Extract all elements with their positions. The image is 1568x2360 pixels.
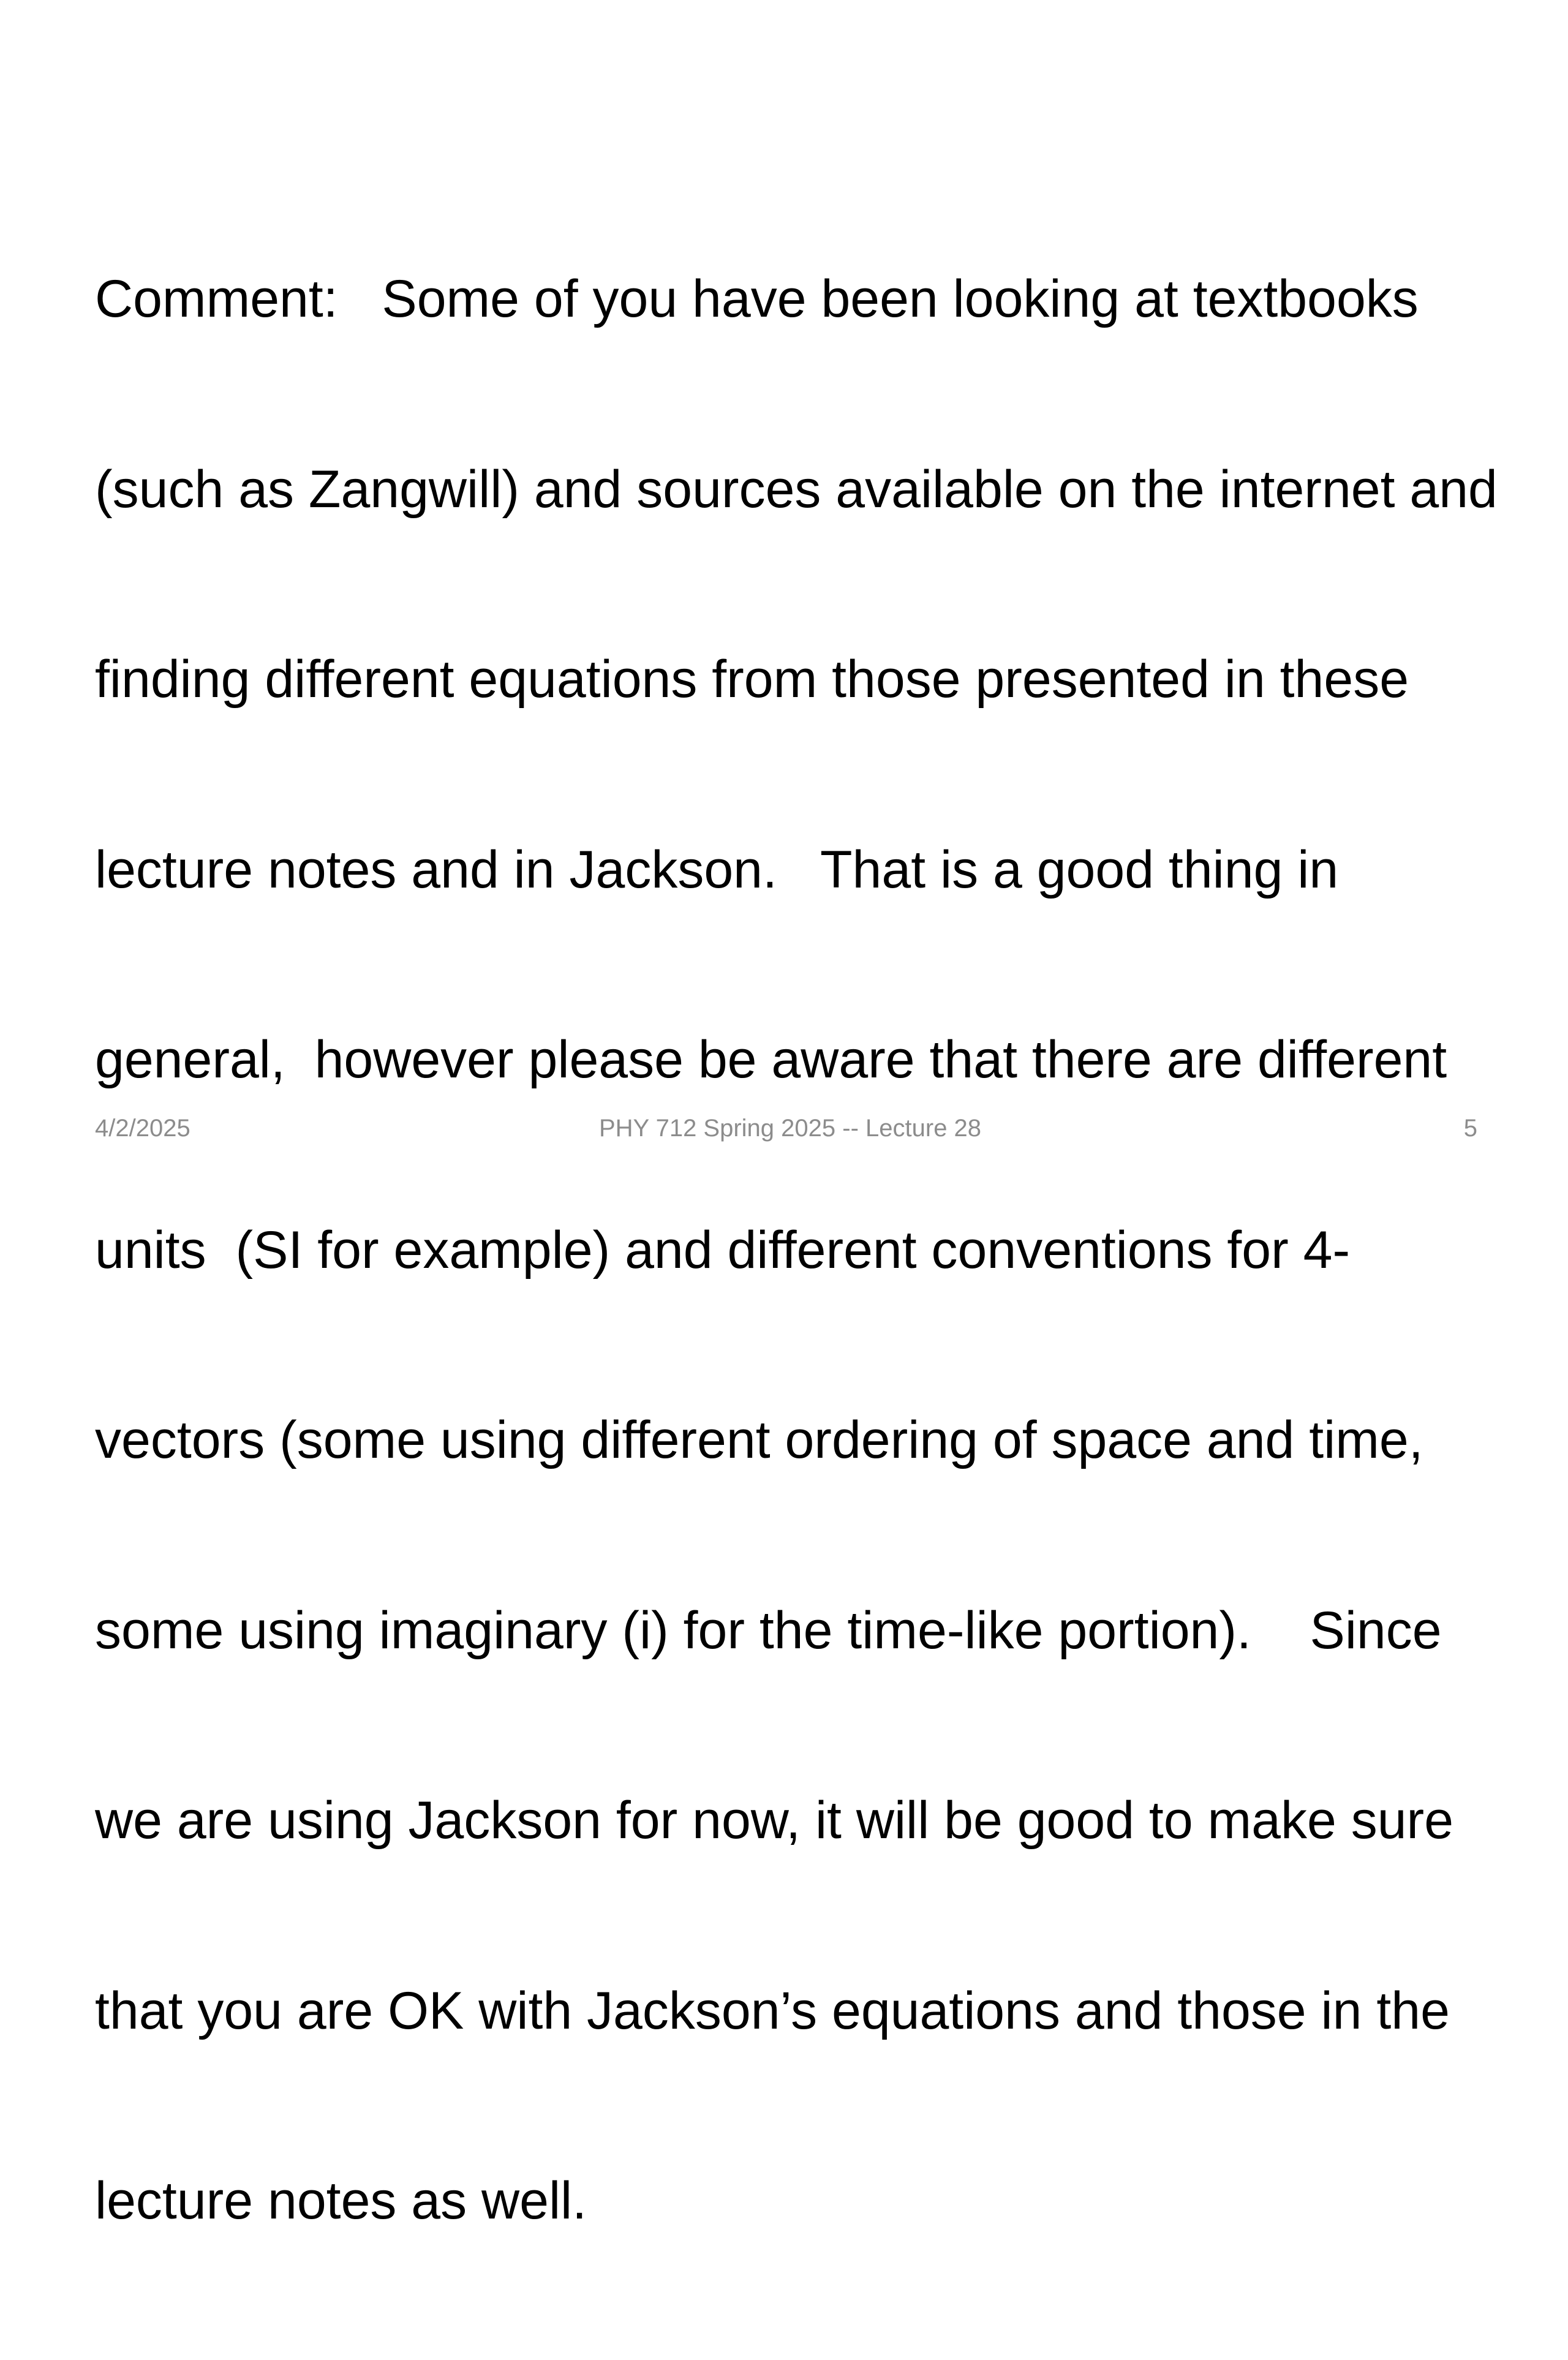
comment-line: (such as Zangwill) and sources available on the internet and <box>95 459 1498 519</box>
footer-date: 4/2/2025 <box>95 1115 190 1142</box>
slide-number: 5 <box>1463 1115 1477 1142</box>
comment-line: lecture notes and in Jackson. That is a good thing in <box>95 840 1339 899</box>
footer-title: PHY 712 Spring 2025 -- Lecture 28 <box>598 1115 982 1142</box>
comment-line: units (SI for example) and different conventions for 4- <box>95 1220 1351 1280</box>
comment-line: we are using Jackson for now, it will be good to make sure <box>95 1791 1454 1850</box>
comment-line: that you are OK with Jackson’s equations and those in the <box>95 1981 1450 2040</box>
comment-line: vectors (some using different ordering of space and time, <box>95 1411 1423 1469</box>
comment-line: finding different equations from those presented in these <box>95 650 1409 709</box>
comment-body <box>95 141 1504 2360</box>
comment-line: general, however please be aware that there are different <box>95 1030 1447 1089</box>
comment-line: Comment: Some of you have been looking at textbooks <box>95 270 1419 328</box>
comment-line: lecture notes as well. <box>95 2171 587 2230</box>
comment-line: some using imaginary (i) for the time-like portion). Since <box>95 1600 1442 1660</box>
